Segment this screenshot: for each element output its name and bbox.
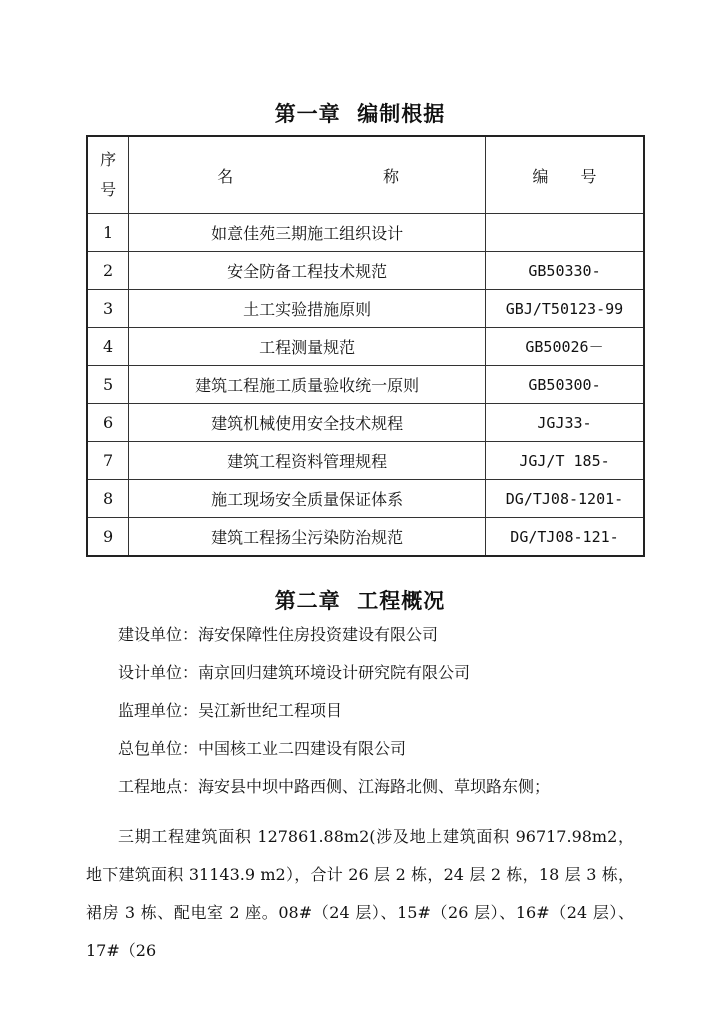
info-design-unit: 设计单位：南京回归建筑环境设计研究院有限公司 [118, 663, 471, 682]
table-row [87, 290, 644, 328]
header-code-char-2: 号 [580, 166, 597, 186]
info-construction-unit: 建设单位：海安保障性住房投资建设有限公司 [118, 625, 439, 644]
row-no: 1 [87, 214, 129, 252]
header-name-char-1: 名 [217, 166, 234, 186]
header-code [485, 136, 644, 214]
row-no: 6 [87, 404, 129, 442]
row-code: DG/TJ08-121- [485, 518, 644, 557]
row-name: 安全防备工程技术规范 [129, 252, 486, 290]
row-code [485, 214, 644, 252]
header-code-char-1: 编 [532, 166, 549, 186]
table-row [87, 480, 644, 518]
table-row [87, 214, 644, 252]
row-code: GBJ/T50123-99 [485, 290, 644, 328]
info-project-location: 工程地点：海安县中坝中路西侧、江海路北侧、草坝路东侧； [118, 777, 551, 796]
row-no: 7 [87, 442, 129, 480]
chapter-2-title: 第二章 工程概况 [274, 588, 446, 613]
info-general-contractor: 总包单位：中国核工业二四建设有限公司 [118, 739, 407, 758]
header-no-char-2: 号 [100, 180, 117, 199]
project-overview-paragraph: 三期工程建筑面积 127861.88m2(涉及地上建筑面积 96717.98m2，地下建筑面积 31143.9 m2），合计 26 层 2 栋，24 层 2 栋，18 层 3 栋，裙房 3 栋、配电室 2 座。08#（24 层）、15#（26 层）、16#（24 层）、 17#（26 [86, 827, 634, 960]
chapter-1-title: 第一章 编制根据 [274, 101, 446, 126]
row-name: 建筑工程施工质量验收统一原则 [129, 366, 486, 404]
row-code: GB50026－ [485, 328, 644, 366]
row-code: JGJ33- [485, 404, 644, 442]
row-name: 建筑工程扬尘污染防治规范 [129, 518, 486, 557]
row-no: 9 [87, 518, 129, 557]
table-row [87, 252, 644, 290]
row-name: 建筑机械使用安全技术规程 [129, 404, 486, 442]
table-row [87, 518, 644, 557]
table-row [87, 328, 644, 366]
header-no-char-1: 序 [100, 150, 117, 169]
row-name: 建筑工程资料管理规程 [129, 442, 486, 480]
table-header-row [87, 136, 644, 214]
table-row [87, 404, 644, 442]
row-name: 工程测量规范 [129, 328, 486, 366]
row-no: 2 [87, 252, 129, 290]
row-no: 8 [87, 480, 129, 518]
row-code: DG/TJ08-1201- [485, 480, 644, 518]
row-code: GB50300- [485, 366, 644, 404]
header-name-char-2: 称 [382, 166, 399, 186]
header-no [87, 136, 129, 214]
row-name: 土工实验措施原则 [129, 290, 486, 328]
basis-table [86, 135, 645, 557]
table-row [87, 442, 644, 480]
row-no: 4 [87, 328, 129, 366]
row-code: GB50330- [485, 252, 644, 290]
row-name: 施工现场安全质量保证体系 [129, 480, 486, 518]
header-name [129, 136, 486, 214]
info-supervision-unit: 监理单位：吴江新世纪工程项目 [118, 701, 343, 720]
row-no: 5 [87, 366, 129, 404]
table-row [87, 366, 644, 404]
row-name: 如意佳苑三期施工组织设计 [129, 214, 486, 252]
row-code: JGJ/T 185- [485, 442, 644, 480]
row-no: 3 [87, 290, 129, 328]
